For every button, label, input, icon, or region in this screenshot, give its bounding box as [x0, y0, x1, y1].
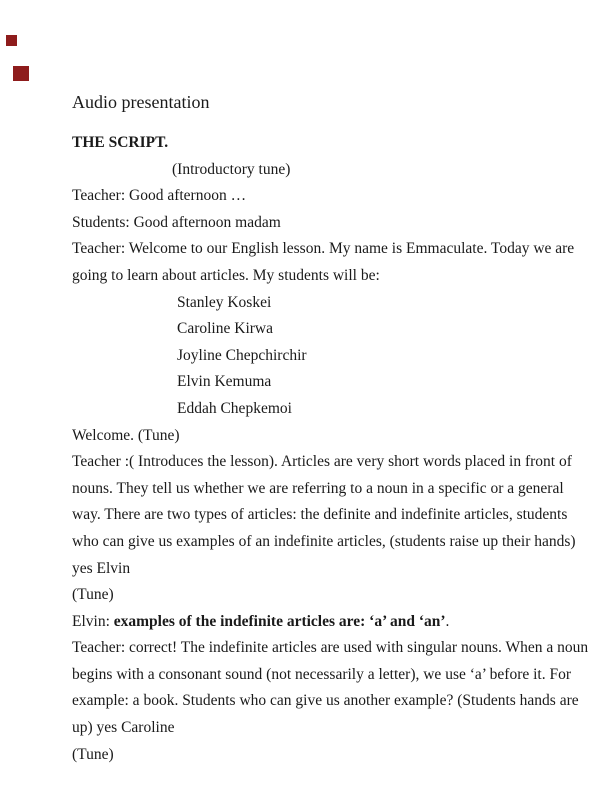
script-line: [72, 742, 562, 769]
script-line: [72, 423, 562, 450]
script-line: [72, 343, 562, 370]
script-text: Elvin Kemuma: [177, 373, 272, 391]
red-square-mark-large: [13, 66, 29, 81]
script-line: [72, 369, 562, 396]
document-body: [72, 130, 589, 768]
document-content: [72, 90, 589, 768]
script-text: Teacher: correct! The indefinite articles are used with singular nouns. When a noun: [72, 639, 589, 657]
script-text: Eddah Chepkemoi: [177, 399, 292, 417]
script-line: [72, 290, 562, 317]
script-text: Joyline Chepchirchir: [177, 346, 307, 364]
script-line: [72, 609, 562, 636]
script-line: [72, 316, 562, 343]
script-text: Students: Good afternoon madam: [72, 213, 281, 231]
script-text: .: [445, 612, 450, 630]
script-text: Stanley Koskei: [177, 293, 272, 311]
red-square-mark-small: [6, 35, 17, 46]
script-line: [72, 662, 572, 689]
script-line: [72, 236, 575, 263]
script-text: Teacher: Welcome to our English lesson. My name is Emmaculate. Today we are: [72, 240, 575, 258]
script-line: [72, 529, 576, 556]
script-text: yes Elvin: [72, 559, 131, 577]
script-text: up) yes Caroline: [72, 719, 175, 737]
script-line: [72, 157, 562, 184]
script-text: way. There are two types of articles: the definite and indefinite articles, students: [72, 506, 568, 524]
script-text-bold: examples of the indefinite articles are: ‘a’ and ‘an’: [113, 612, 446, 630]
script-text-bold: THE SCRIPT.: [72, 134, 169, 151]
script-line: [72, 688, 579, 715]
script-line: [72, 183, 562, 210]
script-line: [72, 556, 562, 583]
script-text: Teacher :( Introduces the lesson). Articles are very short words placed in front of: [72, 453, 572, 471]
page-title: Audio presentation: [72, 92, 210, 112]
script-line: [72, 130, 562, 157]
script-line: [72, 635, 589, 662]
script-text: going to learn about articles. My students will be:: [72, 266, 380, 284]
script-text: Teacher: Good afternoon …: [72, 187, 247, 205]
script-line: [72, 502, 568, 529]
script-text: example: a book. Students who can give us another example? (Students hands are: [72, 692, 579, 710]
script-line: [72, 210, 562, 237]
script-text: (Tune): [72, 745, 114, 763]
script-text: (Tune): [72, 586, 114, 604]
script-line: [72, 476, 562, 503]
script-text: begins with a consonant sound (not necessarily a letter), we use ‘a’ before it. For: [72, 665, 572, 683]
script-line: [72, 263, 562, 290]
script-text: Caroline Kirwa: [177, 320, 273, 338]
script-line: [72, 715, 562, 742]
script-text: nouns. They tell us whether we are referring to a noun in a specific or a general: [72, 479, 564, 497]
script-text: Elvin:: [72, 612, 114, 630]
script-text: (Introductory tune): [172, 160, 291, 178]
script-line: [72, 449, 572, 476]
script-line: [72, 396, 562, 423]
script-line: [72, 582, 562, 609]
script-text: Welcome. (Tune): [72, 426, 180, 444]
script-text: who can give us examples of an indefinite articles, (students raise up their hands): [72, 532, 576, 550]
